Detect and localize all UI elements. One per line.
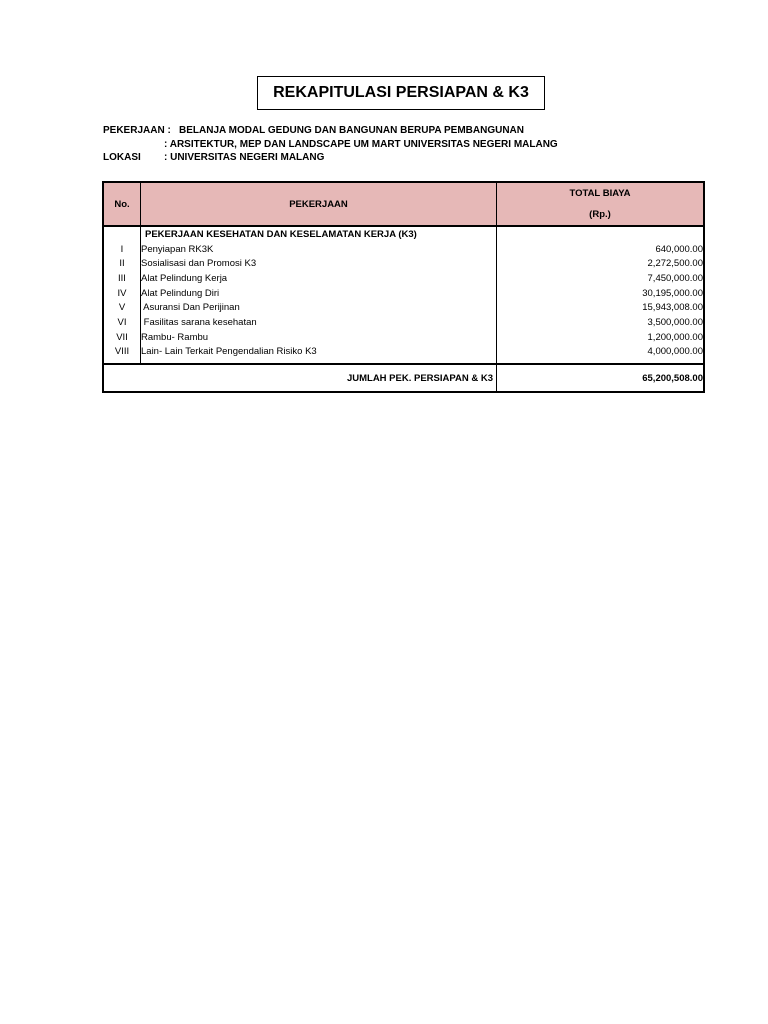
row-amount: 15,943,008.00 <box>642 302 703 314</box>
pekerjaan-info <box>103 124 663 137</box>
table-row <box>103 315 704 330</box>
total-label: JUMLAH PEK. PERSIAPAN & K3 <box>103 364 497 392</box>
total-value: 65,200,508.00 <box>497 364 705 392</box>
lokasi-value: : UNIVERSITAS NEGERI MALANG <box>164 152 325 163</box>
header-total-line2: (Rp.) <box>589 209 611 220</box>
row-no: VIII <box>103 345 141 360</box>
table-row <box>103 271 704 286</box>
table-row <box>103 286 704 301</box>
row-description: Penyiapan RK3K <box>141 242 497 257</box>
row-no: IV <box>103 286 141 301</box>
table-row <box>103 256 704 271</box>
pekerjaan-line2: : ARSITEKTUR, MEP DAN LANDSCAPE UM MART UNIVERSITAS NEGERI MALANG <box>164 139 558 150</box>
row-no: III <box>103 271 141 286</box>
header-pekerjaan: PEKERJAAN <box>141 182 497 226</box>
row-description: Fasilitas sarana kesehatan <box>141 315 497 330</box>
pekerjaan-info-continued <box>103 138 663 151</box>
lokasi-info <box>103 151 663 164</box>
row-no: V <box>103 300 141 315</box>
row-amount: 7,450,000.00 <box>647 272 703 284</box>
row-description: Alat Pelindung Diri <box>141 286 497 301</box>
rekap-table <box>102 181 705 393</box>
row-amount: 2,272,500.00 <box>647 258 703 270</box>
row-amount: 1,200,000.00 <box>647 331 703 343</box>
row-description: Alat Pelindung Kerja <box>141 271 497 286</box>
header-total-biaya <box>497 182 705 226</box>
pekerjaan-line1: BELANJA MODAL GEDUNG DAN BANGUNAN BERUPA PEMBANGUNAN <box>179 125 525 136</box>
row-amount: 30,195,000.00 <box>642 287 703 299</box>
header-no: No. <box>103 182 141 226</box>
header-total-line1: TOTAL BIAYA <box>569 188 631 199</box>
row-description: Lain- Lain Terkait Pengendalian Risiko K3 <box>141 345 497 360</box>
table-header-row <box>103 182 704 226</box>
section-no-cell <box>103 226 141 242</box>
table-row <box>103 345 704 360</box>
table-row <box>103 330 704 345</box>
row-no: VI <box>103 315 141 330</box>
section-row <box>103 226 704 242</box>
row-amount: 3,500,000.00 <box>647 316 703 328</box>
row-amount: 640,000.00 <box>655 243 703 255</box>
row-description: Sosialisasi dan Promosi K3 <box>141 256 497 271</box>
row-description: Asuransi Dan Perijinan <box>141 300 497 315</box>
section-amount-cell <box>497 226 705 242</box>
row-amount: 4,000,000.00 <box>647 346 703 358</box>
pekerjaan-label: PEKERJAAN : <box>103 125 171 136</box>
table-row <box>103 242 704 257</box>
document-title <box>257 76 545 110</box>
row-description: Rambu- Rambu <box>141 330 497 345</box>
section-title: PEKERJAAN KESEHATAN DAN KESELAMATAN KERJA (K3) <box>141 226 497 242</box>
lokasi-label: LOKASI <box>103 152 141 163</box>
row-no: VII <box>103 330 141 345</box>
row-no: II <box>103 256 141 271</box>
document-title-text: REKAPITULASI PERSIAPAN & K3 <box>273 84 529 101</box>
table-row <box>103 300 704 315</box>
total-row <box>103 364 704 392</box>
row-no: I <box>103 242 141 257</box>
